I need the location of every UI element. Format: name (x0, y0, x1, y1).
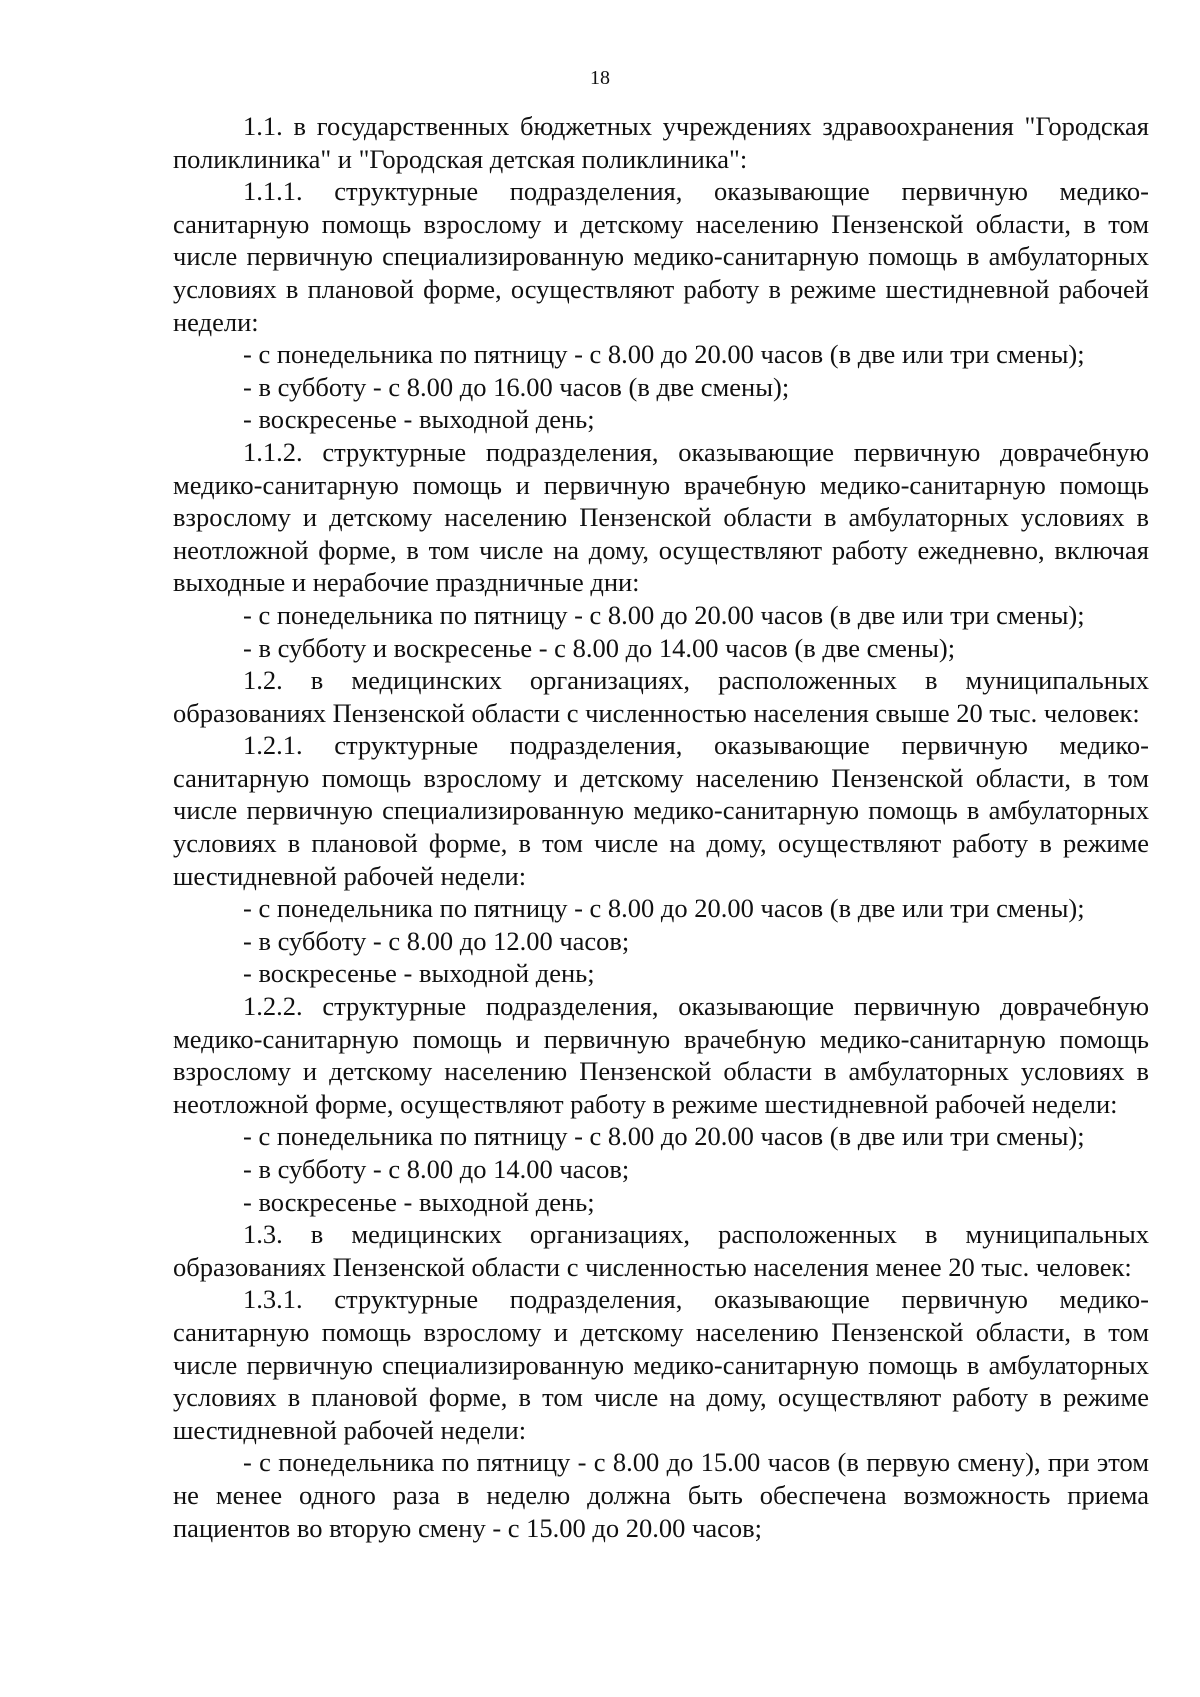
schedule-weekend: - в субботу и воскресенье - с 8.00 до 14.00 часов (в две смены); (243, 632, 956, 663)
paragraph-1-3: 1.3. в медицинских организациях, расположенных в муниципальных образованиях Пензенской области с численностью населения менее 20 тыс. человек: (173, 1219, 1149, 1282)
schedule-weekdays: - с понедельника по пятницу - с 8.00 до 20.00 часов (в две или три смены); (243, 1121, 1085, 1152)
paragraph-1-2: 1.2. в медицинских организациях, расположенных в муниципальных образованиях Пензенской области с численностью населения свыше 20 тыс. человек: (173, 665, 1149, 728)
schedule-weekdays: - с понедельника по пятницу - с 8.00 до 20.00 часов (в две или три смены); (243, 599, 1085, 630)
schedule-saturday: - в субботу - с 8.00 до 12.00 часов; (243, 925, 630, 956)
schedule-sunday: - воскресенье - выходной день; (243, 958, 595, 989)
schedule-weekdays-first-shift: - с понедельника по пятницу - с 8.00 до 15.00 часов (в первую смену), при этом не менее одного раза в неделю должна быть обеспечена возможность приема пациентов во вторую смену - с 15.00 до 20.00 часов; (173, 1447, 1149, 1543)
schedule-saturday: - в субботу - с 8.00 до 16.00 часов (в две смены); (243, 371, 790, 402)
paragraph-1-2-1: 1.2.1. структурные подразделения, оказывающие первичную медико-санитарную помощь взрослому и детскому населению Пензенской области, в том числе первичную специализированную медико-санитарную помощь в амбулаторных условиях в плановой форме, в том числе на дому, осуществляют работу в режиме шестидневной рабочей недели: (173, 730, 1149, 891)
schedule-weekdays: - с понедельника по пятницу - с 8.00 до 20.00 часов (в две или три смены); (243, 893, 1085, 924)
paragraph-1-2-2: 1.2.2. структурные подразделения, оказывающие первичную доврачебную медико-санитарную помощь и первичную врачебную медико-санитарную помощь взрослому и детскому населению Пензенской области в амбулаторных условиях в неотложной форме, осуществляют работу в режиме шестидневной рабочей недели: (173, 991, 1149, 1119)
paragraph-1-1-2: 1.1.2. структурные подразделения, оказывающие первичную доврачебную медико-санитарную помощь и первичную врачебную медико-санитарную помощь взрослому и детскому населению Пензенской области в амбулаторных условиях в неотложной форме, в том числе на дому, осуществляют работу ежедневно, включая выходные и нерабочие праздничные дни: (173, 436, 1149, 598)
schedule-sunday: - воскресенье - выходной день; (243, 404, 595, 435)
schedule-saturday: - в субботу - с 8.00 до 14.00 часов; (243, 1154, 630, 1184)
schedule-sunday: - воскресенье - выходной день; (243, 1186, 595, 1217)
paragraph-1-1-1: 1.1.1. структурные подразделения, оказывающие первичную медико-санитарную помощь взрослому и детскому населению Пензенской области, в том числе первичную специализированную медико-санитарную помощь в амбулаторных условиях в плановой форме, осуществляют работу в режиме шестидневной рабочей недели: (173, 176, 1149, 337)
schedule-weekdays: - с понедельника по пятницу - с 8.00 до 20.00 часов (в две или три смены); (243, 339, 1085, 370)
paragraph-1-1: 1.1. в государственных бюджетных учреждениях здравоохранения "Городская поликлиника" и "Городская детская поликлиника": (173, 111, 1149, 174)
paragraph-1-3-1: 1.3.1. структурные подразделения, оказывающие первичную медико-санитарную помощь взрослому и детскому населению Пензенской области, в том числе первичную специализированную медико-санитарную помощь в амбулаторных условиях в плановой форме, в том числе на дому, осуществляют работу в режиме шестидневной рабочей недели: (173, 1284, 1149, 1445)
page-number: 18 (590, 67, 610, 89)
document-body (173, 110, 1149, 1544)
